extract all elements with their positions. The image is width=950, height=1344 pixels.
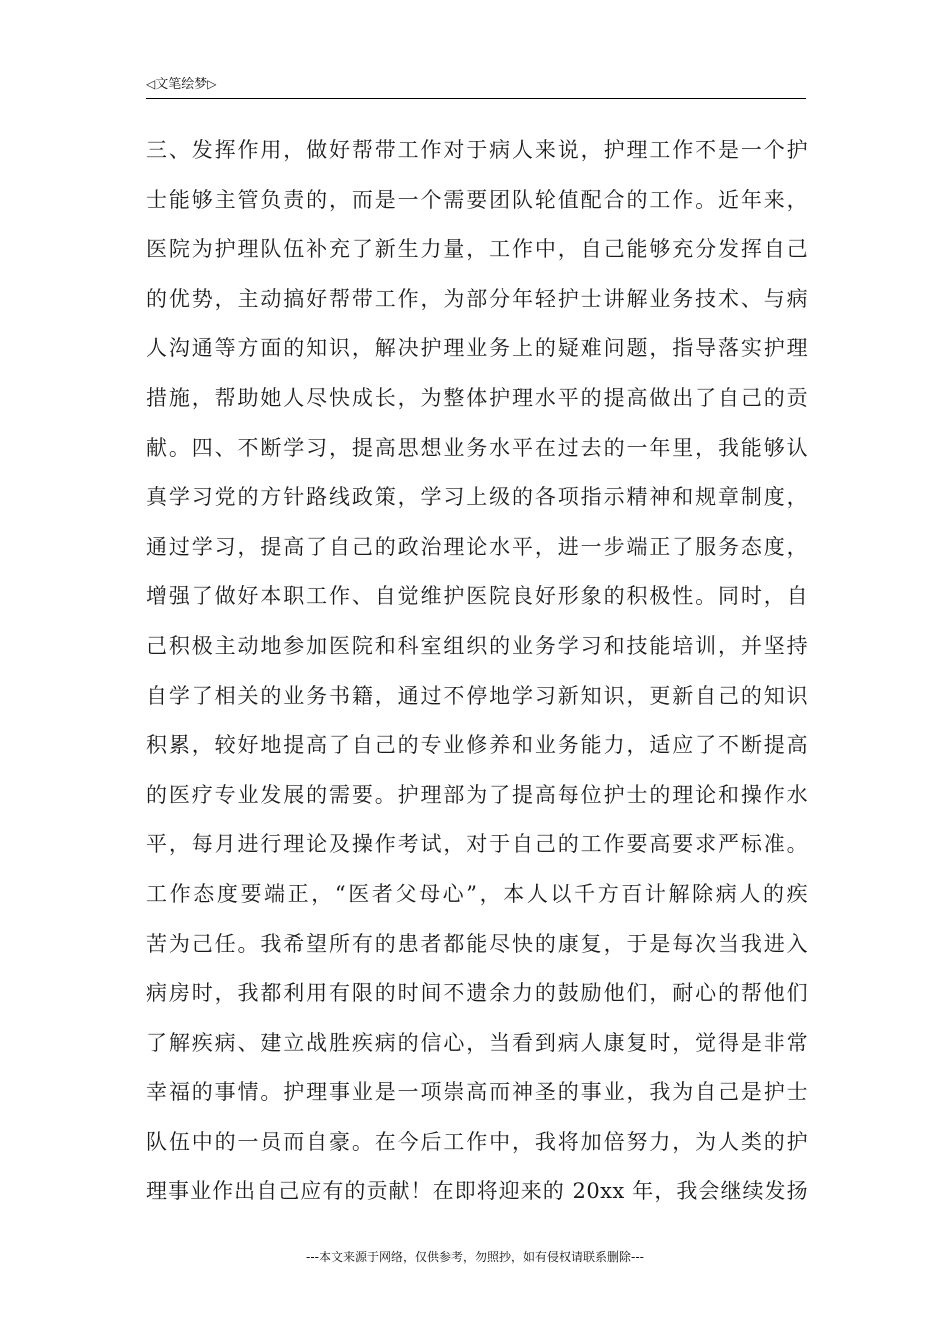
body-line: 了解疾病、建立战胜疾病的信心，当看到病人康复时，觉得是非常 [146, 1030, 808, 1055]
body-line: 队伍中的一员而自豪。在今后工作中，我将加倍努力，为人类的护 [146, 1129, 808, 1154]
footer-disclaimer: ---本文来源于网络，仅供参考，勿照抄，如有侵权请联系删除--- [306, 1250, 644, 1264]
body-line: 平，每月进行理论及操作考试，对于自己的工作要高要求严标准。 [146, 832, 808, 857]
right-triangle-icon: ▷ [207, 77, 217, 91]
body-line: 理事业作出自己应有的贡献！在即将迎来的 20xx 年，我会继续发扬 [146, 1179, 808, 1204]
body-line: 措施，帮助她人尽快成长，为整体护理水平的提高做出了自己的贡 [146, 385, 808, 410]
document-body [146, 126, 808, 1217]
body-line: 增强了做好本职工作、自觉维护医院良好形象的积极性。同时，自 [146, 584, 808, 609]
body-line: 工作态度要端正，“医者父母心”，本人以千方百计解除病人的疾 [146, 881, 808, 906]
body-line: 己积极主动地参加医院和科室组织的业务学习和技能培训，并坚持 [146, 633, 808, 658]
body-line: 积累，较好地提高了自己的专业修养和业务能力，适应了不断提高 [146, 733, 808, 758]
body-line: 的优势，主动搞好帮带工作，为部分年轻护士讲解业务技术、与病 [146, 286, 808, 311]
header-title: 文笔绘梦 [155, 77, 208, 92]
body-line: 幸福的事情。护理事业是一项崇高而神圣的事业，我为自己是护士 [146, 1080, 808, 1105]
body-line: 的医疗专业发展的需要。护理部为了提高每位护士的理论和操作水 [146, 782, 808, 807]
body-line: 士能够主管负责的，而是一个需要团队轮值配合的工作。近年来， [146, 187, 808, 212]
body-line: 真学习党的方针路线政策，学习上级的各项指示精神和规章制度， [146, 485, 808, 510]
body-line: 通过学习，提高了自己的政治理论水平，进一步端正了服务态度， [146, 534, 808, 559]
body-line: 人沟通等方面的知识，解决护理业务上的疑难问题，指导落实护理 [146, 336, 808, 361]
body-line: 医院为护理队伍补充了新生力量，工作中，自己能够充分发挥自己 [146, 237, 808, 262]
body-line: 病房时，我都利用有限的时间不遗余力的鼓励他们，耐心的帮他们 [146, 981, 808, 1006]
page-header [146, 74, 806, 99]
left-triangle-icon: ◁ [146, 77, 156, 91]
body-line: 自学了相关的业务书籍，通过不停地学习新知识，更新自己的知识 [146, 683, 808, 708]
body-line: 三、发挥作用，做好帮带工作对于病人来说，护理工作不是一个护 [146, 138, 808, 162]
body-line: 献。四、不断学习，提高思想业务水平在过去的一年里，我能够认 [146, 435, 808, 460]
body-line: 苦为己任。我希望所有的患者都能尽快的康复，于是每次当我进入 [146, 931, 808, 956]
